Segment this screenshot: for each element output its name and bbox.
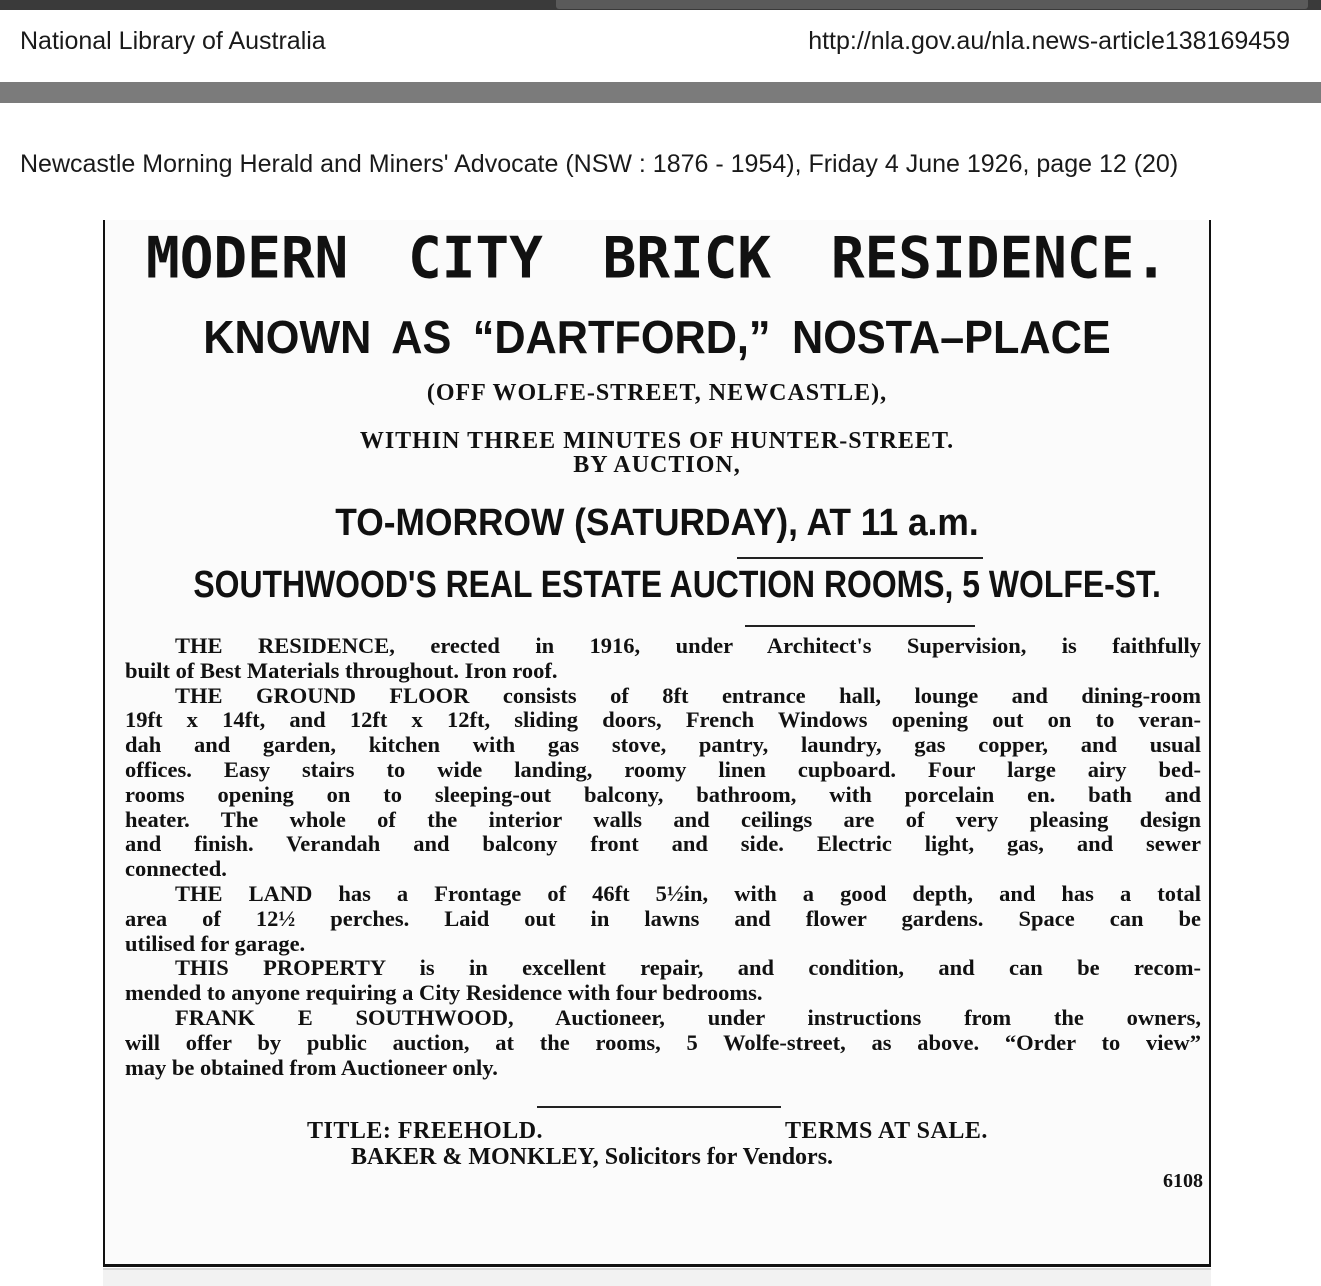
body-line: will offer by public auction, at the rooms, 5 Wolfe-street, as above. “Order to view” — [125, 1030, 1201, 1055]
next-clipping-edge — [103, 1268, 1211, 1286]
header-divider-bar — [0, 82, 1321, 103]
body-line: offices. Easy stairs to wide landing, roomy linen cupboard. Four large airy bed- — [125, 757, 1201, 782]
body-line: THIS PROPERTY is in excellent repair, and condition, and can be recom- — [175, 956, 1201, 981]
advert-title-line: TITLE: FREEHOLD. — [307, 1118, 544, 1144]
divider-rule — [537, 1106, 781, 1108]
article-citation: Newcastle Morning Herald and Miners' Advocate (NSW : 1876 - 1954), Friday 4 June 1926, page 12 (20) — [20, 150, 1179, 178]
advert-location: (OFF WOLFE-STREET, NEWCASTLE), — [426, 380, 888, 406]
divider-rule — [745, 625, 975, 627]
body-line: mended to anyone requiring a City Residence with four bedrooms. — [125, 981, 763, 1006]
body-line: THE LAND has a Frontage of 46ft 5½in, with a good depth, and has a total — [175, 881, 1201, 906]
body-line: THE GROUND FLOOR consists of 8ft entrance hall, lounge and dining-room — [175, 683, 1201, 708]
body-line: heater. The whole of the interior walls and ceilings are of very pleasing design — [125, 807, 1201, 832]
divider-rule — [737, 557, 983, 559]
body-line: connected. — [125, 857, 227, 882]
newspaper-clipping — [103, 220, 1211, 1267]
article-url[interactable]: http://nla.gov.au/nla.news-article138169459 — [808, 27, 1290, 55]
advert-reference-number: 6108 — [1163, 1170, 1203, 1192]
body-line: THE RESIDENCE, erected in 1916, under Architect's Supervision, is faithfully — [175, 634, 1201, 658]
advert-proximity: WITHIN THREE MINUTES OF HUNTER-STREET. — [359, 428, 955, 454]
body-line: built of Best Materials throughout. Iron roof. — [125, 658, 558, 683]
body-line: rooms opening on to sleeping-out balcony, bathroom, with porcelain en. bath and — [125, 782, 1201, 807]
advert-sale-method: BY AUCTION, — [573, 452, 741, 478]
site-name: National Library of Australia — [20, 27, 326, 55]
advert-terms-line: TERMS AT SALE. — [785, 1118, 988, 1144]
page-header — [0, 10, 1321, 82]
body-line: dah and garden, kitchen with gas stove, pantry, laundry, gas copper, and usual — [125, 733, 1201, 758]
advert-sale-time: TO-MORROW (SATURDAY), AT 11 a.m. — [335, 502, 979, 544]
advert-venue: SOUTHWOOD'S REAL ESTATE AUCTION ROOMS, 5 WOLFE-ST. — [193, 564, 1161, 606]
body-line: utilised for garage. — [125, 931, 306, 956]
body-line: area of 12½ perches. Laid out in lawns and flower gardens. Space can be — [125, 906, 1201, 931]
advert-solicitors: BAKER & MONKLEY, Solicitors for Vendors. — [351, 1144, 834, 1170]
browser-url-strip — [556, 0, 1308, 9]
browser-top-strip — [0, 0, 1321, 10]
advert-body — [125, 634, 1201, 1080]
advert-headline: MODERN CITY BRICK RESIDENCE. — [145, 225, 1168, 292]
advert-subhead: KNOWN AS “DARTFORD,” NOSTA–PLACE — [203, 311, 1111, 363]
body-line: may be obtained from Auctioneer only. — [125, 1055, 498, 1080]
body-line: FRANK E SOUTHWOOD, Auctioneer, under instructions from the owners, — [175, 1005, 1201, 1030]
body-line: and finish. Verandah and balcony front and side. Electric light, gas, and sewer — [125, 832, 1201, 857]
body-line: 19ft x 14ft, and 12ft x 12ft, sliding doors, French Windows opening out on to veran- — [125, 708, 1201, 733]
